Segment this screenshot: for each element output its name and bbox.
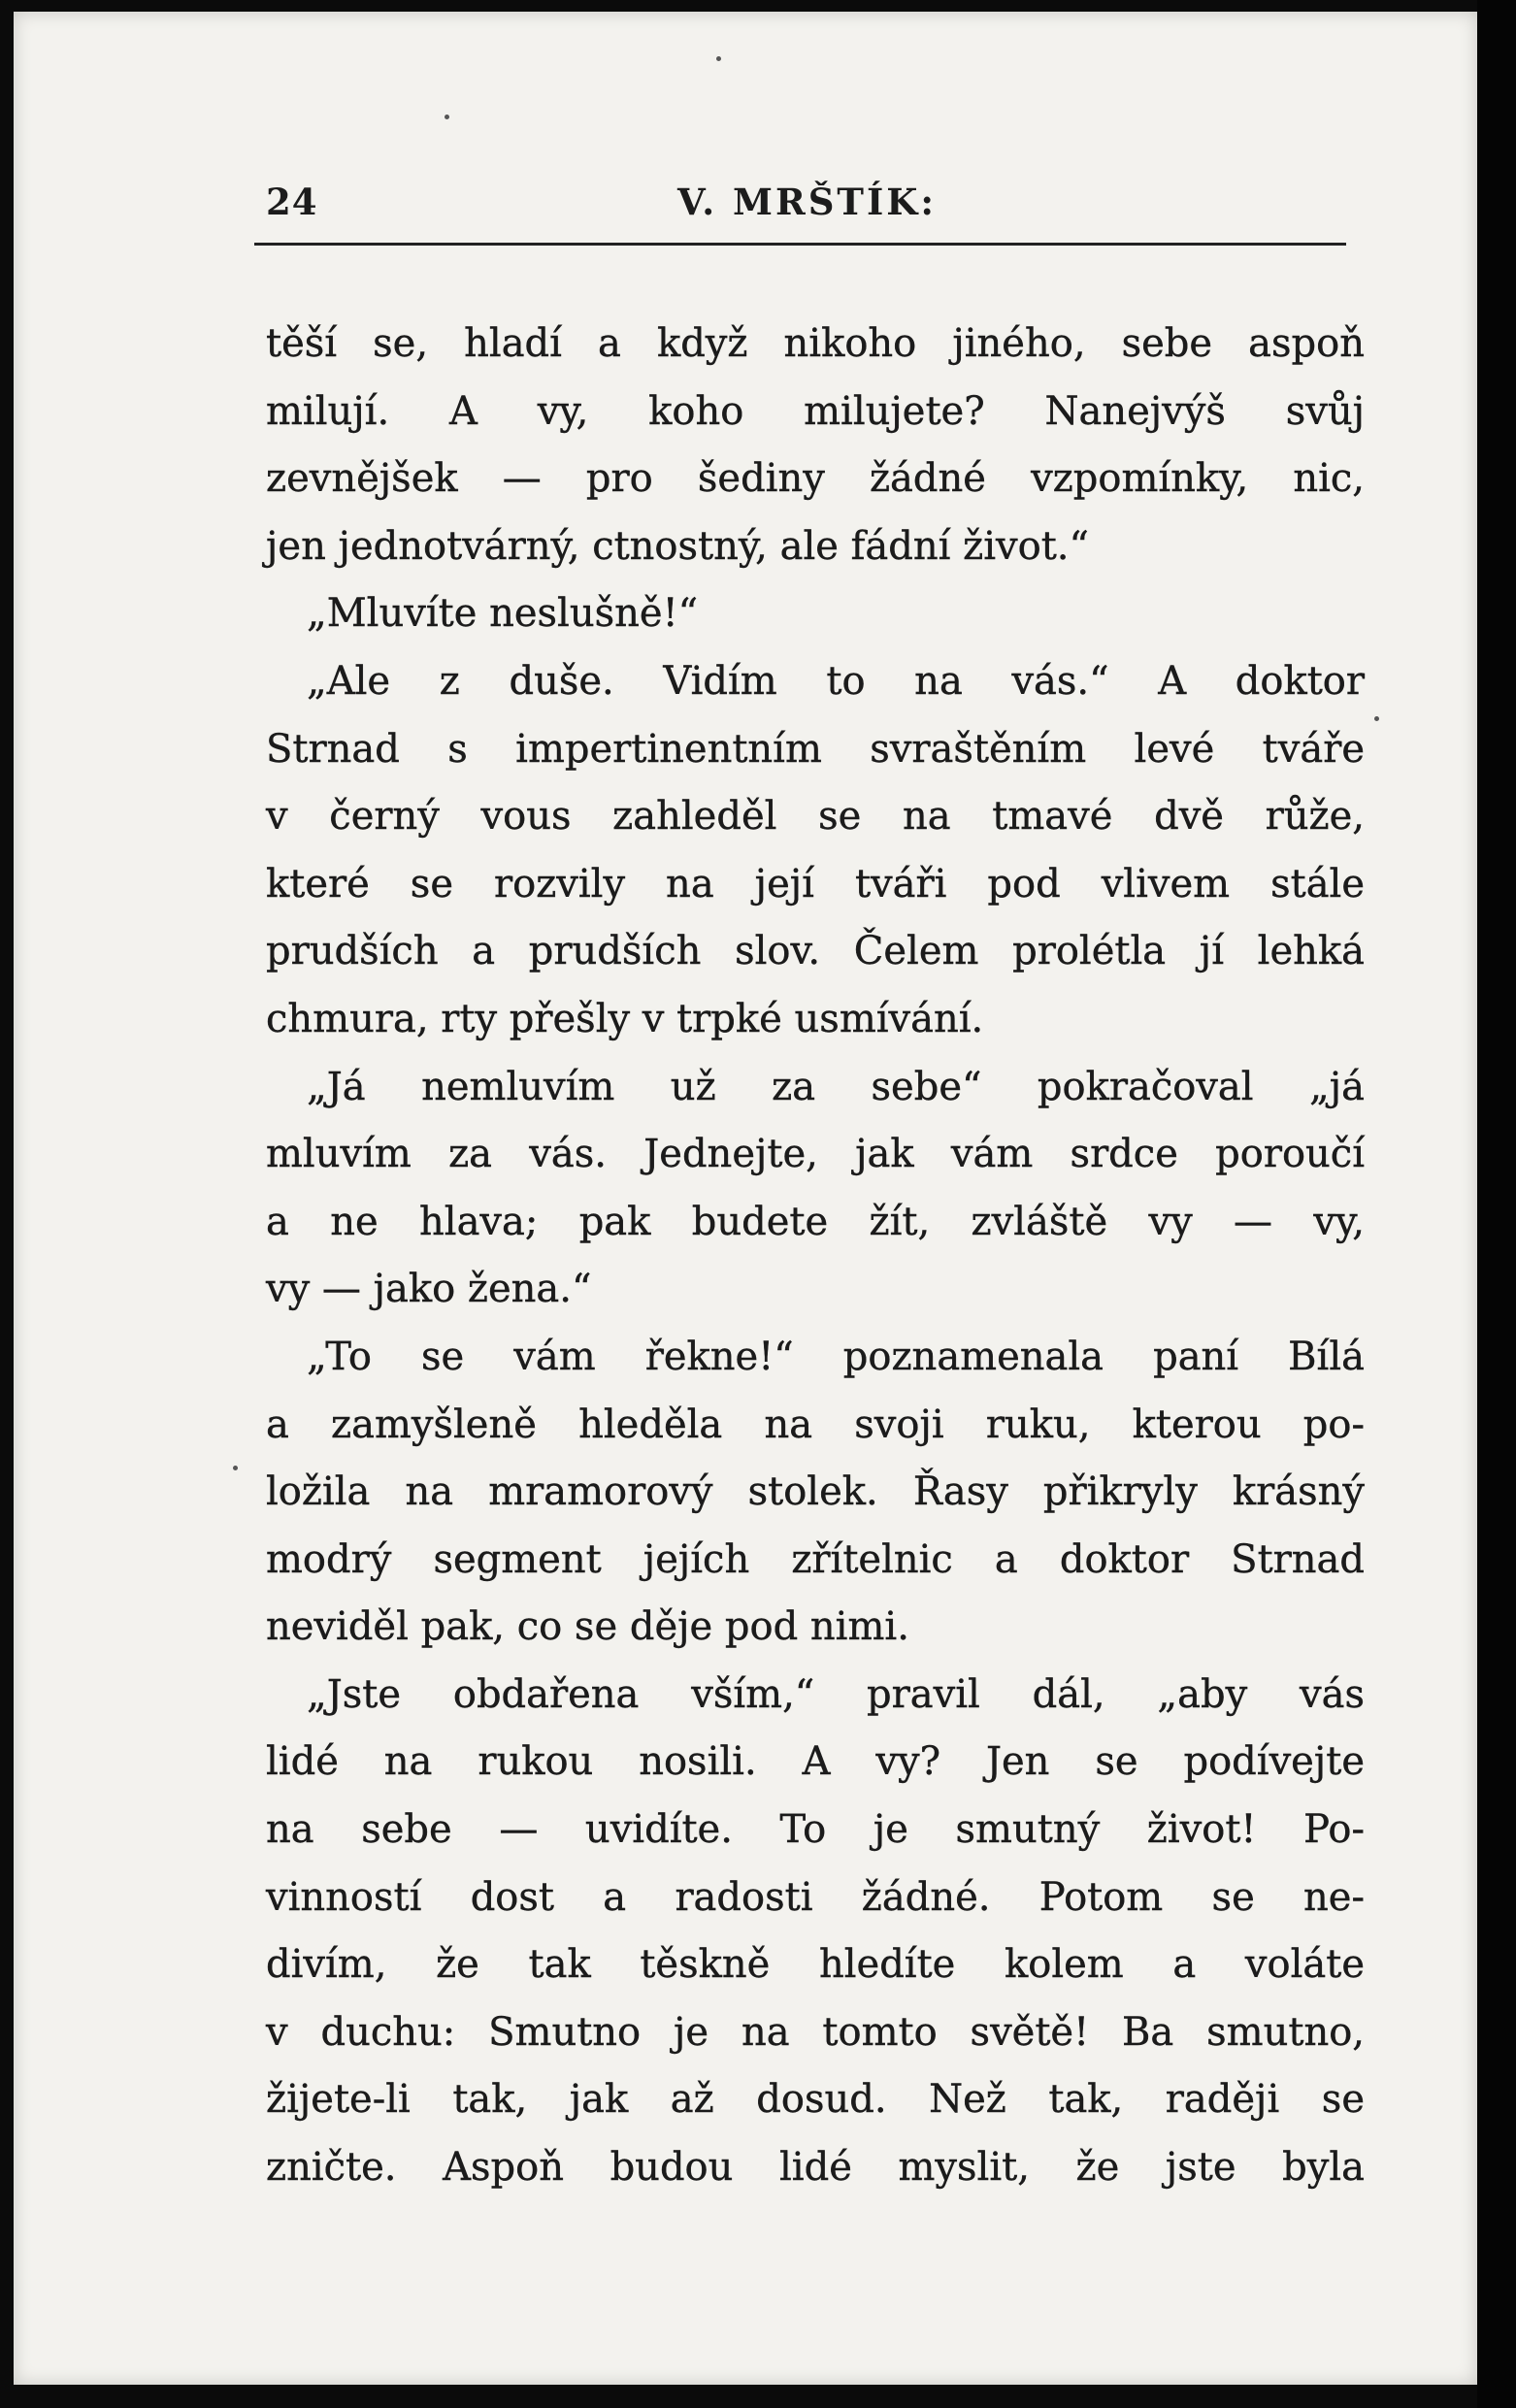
text-line: a ne hlava; pak budete žít, zvláště vy — vy, [266, 1199, 1365, 1244]
text-line: na sebe — uvidíte. To je smutný život! Po- [266, 1807, 1365, 1853]
text-line: žijete-li tak, jak až dosud. Než tak, raději se [266, 2077, 1365, 2123]
paper-speck [233, 1466, 238, 1470]
text-line: „Ale z duše. Vidím to na vás.“ A doktor [307, 658, 1365, 704]
text-line: ložila na mramorový stolek. Řasy přikryly krásný [266, 1469, 1365, 1515]
text-line: „Jste obdařena vším,“ pravil dál, „aby vás [307, 1671, 1365, 1717]
paper-speck [716, 56, 721, 61]
text-line: „Mluvíte neslušně!“ [307, 591, 699, 637]
paper-speck [445, 115, 449, 119]
text-line: v černý vous zahleděl se na tmavé dvě růže, [266, 794, 1365, 840]
page-edge-shadow [1477, 0, 1516, 2408]
text-line: zevnějšek — pro šediny žádné vzpomínky, nic, [266, 456, 1365, 502]
text-line: vy — jako žena.“ [266, 1267, 592, 1312]
text-line: modrý segment jejích zřítelnic a doktor Strnad [266, 1536, 1365, 1582]
body-text [266, 311, 1365, 2202]
paper-speck [1374, 716, 1379, 721]
text-line: neviděl pak, co se děje pod nimi. [266, 1604, 909, 1650]
running-head: V. MRŠTÍK: [677, 181, 938, 223]
text-line: jen jednotvárný, ctnostný, ale fádní život.“ [266, 523, 1089, 569]
page-number: 24 [266, 181, 318, 223]
text-line: a zamyšleně hleděla na svoji ruku, kterou po- [266, 1402, 1365, 1447]
text-line: prudších a prudších slov. Čelem prolétla jí lehká [266, 929, 1365, 974]
page-header [254, 181, 1351, 239]
text-line: v duchu: Smutno je na tomto světě! Ba smutno, [266, 2009, 1365, 2055]
text-line: mluvím za vás. Jednejte, jak vám srdce poroučí [266, 1132, 1365, 1177]
text-line: vinností dost a radosti žádné. Potom se ne- [266, 1874, 1365, 1920]
text-line: které se rozvily na její tváři pod vlivem stále [266, 861, 1365, 907]
text-line: chmura, rty přešly v trpké usmívání. [266, 996, 984, 1041]
text-line: zničte. Aspoň budou lidé myslit, že jste byla [266, 2145, 1365, 2191]
text-line: lidé na rukou nosili. A vy? Jen se podívejte [266, 1739, 1365, 1785]
header-rule [254, 243, 1346, 246]
text-line: „To se vám řekne!“ poznamenala paní Bílá [307, 1334, 1365, 1379]
text-line: těší se, hladí a když nikoho jiného, sebe aspoň [266, 321, 1365, 366]
text-line: divím, že tak těskně hledíte kolem a voláte [266, 1942, 1365, 1988]
text-line: Strnad s impertinentním svraštěním levé tváře [266, 726, 1365, 772]
text-line: milují. A vy, koho milujete? Nanejvýš svůj [266, 388, 1365, 434]
text-line: „Já nemluvím už za sebe“ pokračoval „já [307, 1064, 1365, 1109]
